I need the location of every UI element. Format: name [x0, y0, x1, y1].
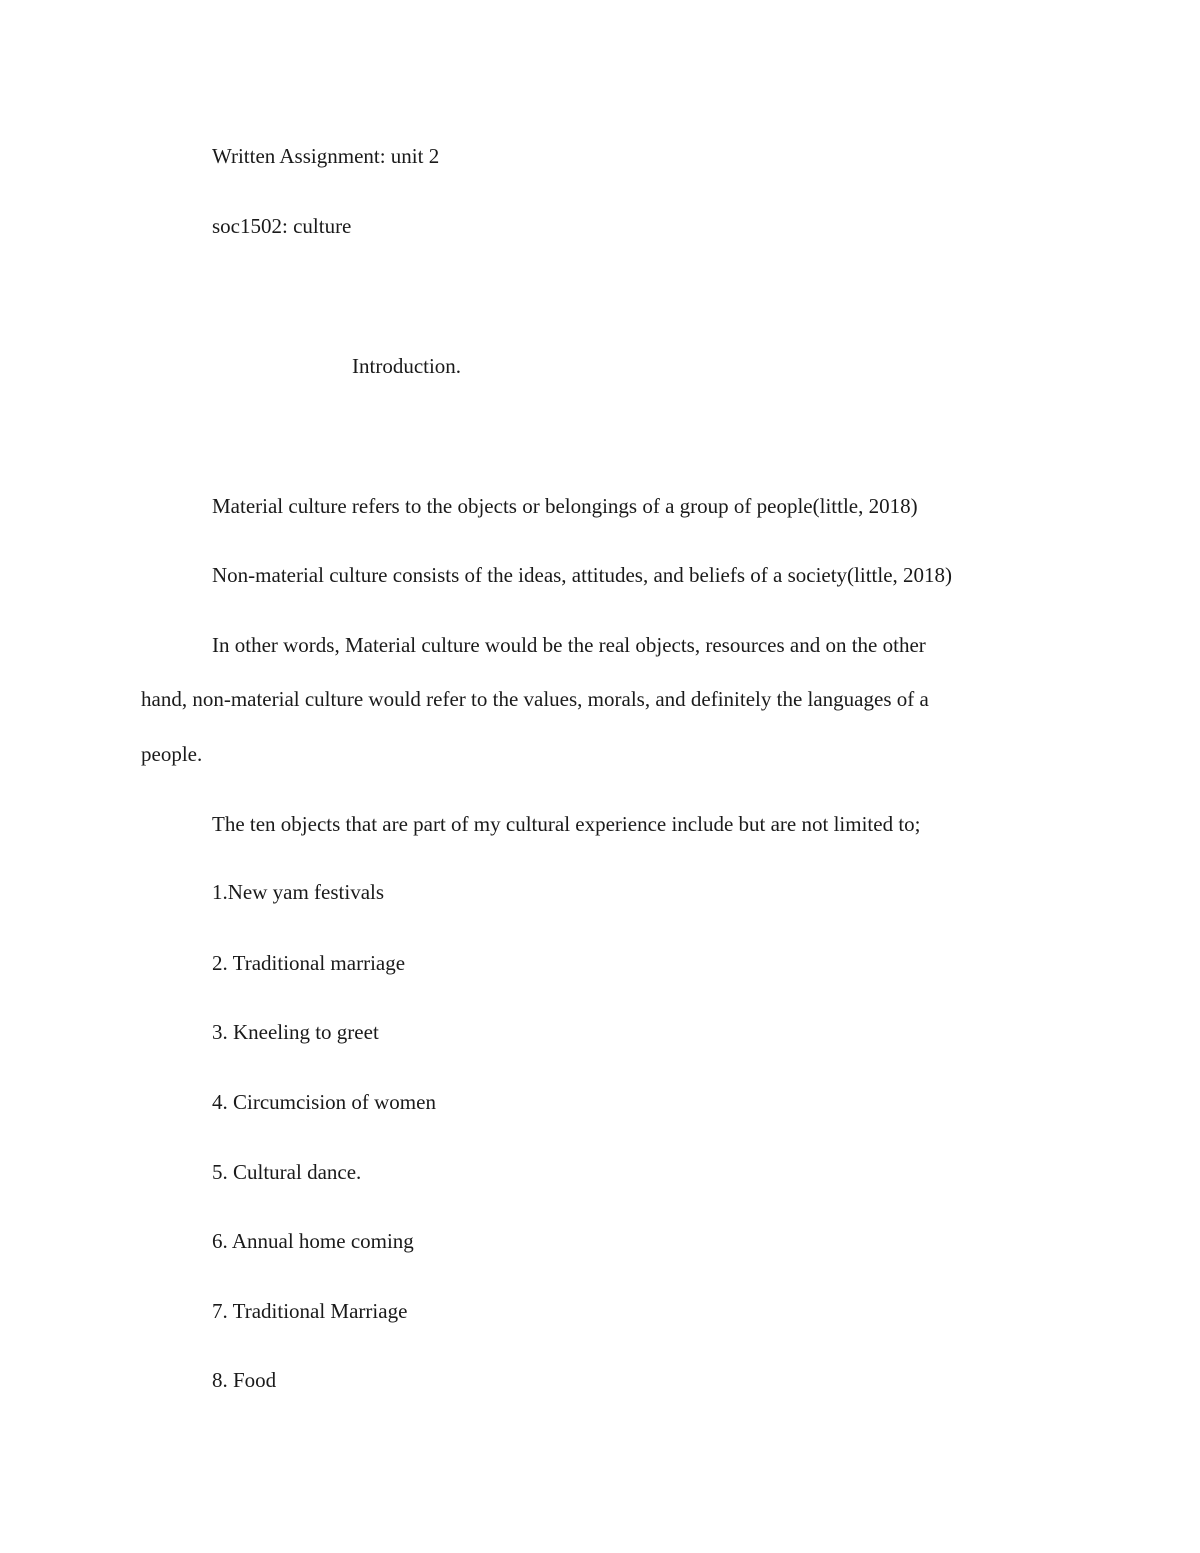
paragraph-other-words-line-1: In other words, Material culture would be the real objects, resources and on the other: [212, 633, 926, 657]
paragraph-ten-objects-intro: The ten objects that are part of my cultural experience include but are not limited to;: [212, 812, 921, 836]
paragraph-other-words-line-2: hand, non-material culture would refer to the values, morals, and definitely the languages of a: [141, 687, 929, 711]
assignment-title: Written Assignment: unit 2: [212, 144, 440, 168]
paragraph-other-words-line-3: people.: [141, 742, 203, 766]
list-item: 6. Annual home coming: [212, 1229, 414, 1253]
course-line: soc1502: culture: [212, 214, 352, 238]
paragraph-material-culture: Material culture refers to the objects or belongings of a group of people(little, 2018): [212, 494, 918, 518]
list-item: 7. Traditional Marriage: [212, 1299, 408, 1323]
list-item: 1.New yam festivals: [212, 880, 385, 904]
section-heading: Introduction.: [352, 354, 462, 378]
paragraph-non-material-culture: Non-material culture consists of the ideas, attitudes, and beliefs of a society(little, 2018): [212, 563, 953, 587]
list-item: 8. Food: [212, 1368, 277, 1392]
list-item: 2. Traditional marriage: [212, 951, 406, 975]
list-item: 5. Cultural dance.: [212, 1160, 362, 1184]
list-item: 4. Circumcision of women: [212, 1090, 436, 1114]
list-item: 3. Kneeling to greet: [212, 1020, 379, 1044]
